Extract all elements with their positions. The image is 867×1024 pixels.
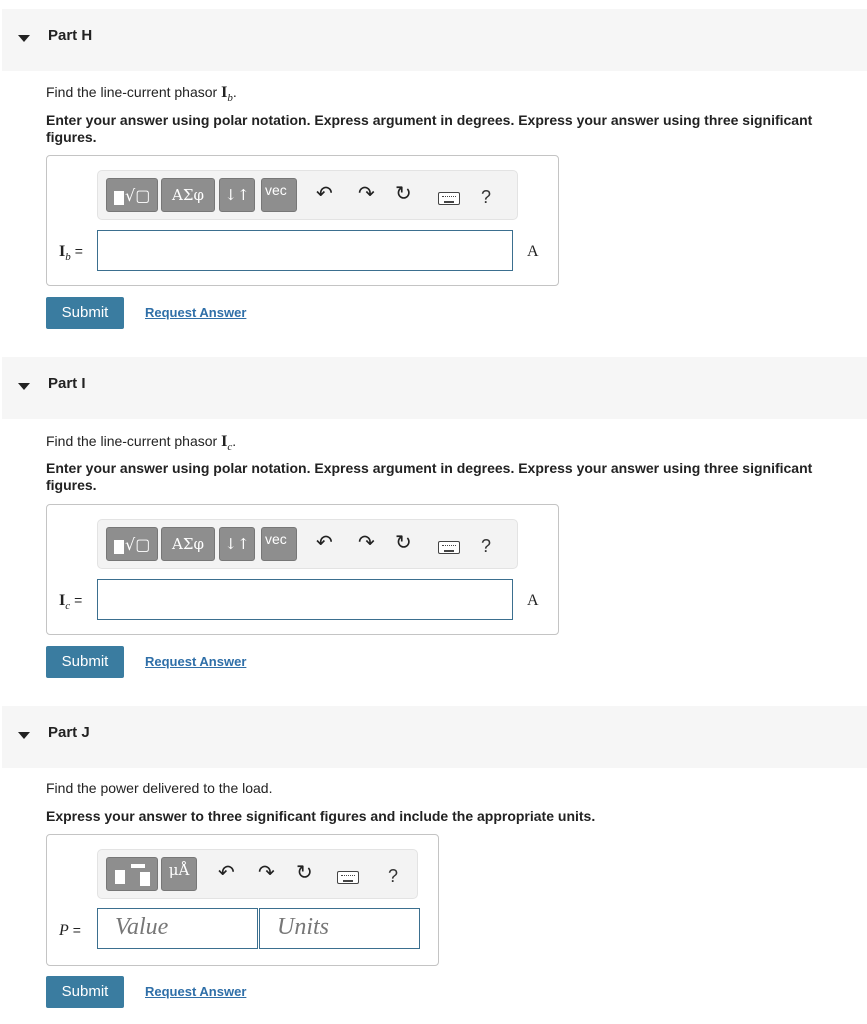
units-input[interactable]: [259, 908, 420, 949]
answer-box: [46, 834, 439, 966]
answer-variable-label: P =: [59, 922, 81, 939]
math-toolbar: [97, 519, 518, 569]
redo-icon[interactable]: ↷: [258, 862, 275, 884]
greek-symbols-button[interactable]: ΑΣφ: [161, 527, 215, 561]
redo-icon[interactable]: ↷: [358, 532, 375, 554]
submit-button[interactable]: Submit: [46, 976, 124, 1008]
part-j-header[interactable]: [2, 706, 867, 768]
reset-icon[interactable]: ↻: [395, 532, 412, 554]
help-icon[interactable]: ?: [481, 536, 492, 556]
question-prompt: Find the line-current phasor $I_c$.: [46, 433, 237, 453]
unit-label: A: [527, 243, 539, 260]
units-button[interactable]: μÅ: [161, 857, 197, 891]
keyboard-icon[interactable]: [438, 541, 460, 554]
caret-down-icon[interactable]: [18, 35, 30, 42]
answer-instructions: Express your answer to three significant figures and include the appropriate units.: [46, 808, 596, 824]
help-icon[interactable]: ?: [388, 866, 399, 886]
subscript-superscript-button[interactable]: ↓↑: [219, 527, 255, 561]
help-icon[interactable]: ?: [481, 187, 492, 207]
templates-button[interactable]: √▢: [106, 178, 158, 212]
undo-icon[interactable]: ↶: [218, 862, 235, 884]
part-title: Part I: [48, 375, 86, 392]
undo-icon[interactable]: ↶: [316, 532, 333, 554]
reset-icon[interactable]: ↻: [395, 183, 412, 205]
question-prompt: Find the power delivered to the load.: [46, 780, 273, 796]
units-placeholder: Units: [277, 914, 330, 940]
value-placeholder: Value: [115, 914, 169, 940]
math-toolbar: [97, 170, 518, 220]
templates-icon: [114, 540, 124, 554]
answer-input[interactable]: [97, 579, 513, 620]
part-i-header[interactable]: [2, 357, 867, 419]
part-title: Part H: [48, 27, 93, 44]
submit-button[interactable]: Submit: [46, 297, 124, 329]
unit-label: A: [527, 592, 539, 609]
answer-instructions: Enter your answer using polar notation. Express argument in degrees. Express your answer using three significant figures.: [46, 112, 813, 145]
reset-icon[interactable]: ↻: [296, 862, 313, 884]
keyboard-icon[interactable]: [438, 192, 460, 205]
submit-button[interactable]: Submit: [46, 646, 124, 678]
caret-down-icon[interactable]: [18, 732, 30, 739]
question-prompt: Find the line-current phasor $I_b$.: [46, 84, 237, 104]
templates-button[interactable]: √▢: [106, 527, 158, 561]
request-answer-link[interactable]: Request Answer: [145, 654, 247, 669]
redo-icon[interactable]: ↷: [358, 183, 375, 205]
math-toolbar: [97, 849, 418, 899]
undo-icon[interactable]: ↶: [316, 183, 333, 205]
caret-down-icon[interactable]: [18, 383, 30, 390]
answer-input[interactable]: [97, 230, 513, 271]
answer-variable-label: $I_c$ =: [59, 592, 83, 613]
vector-button[interactable]: vec: [261, 527, 297, 561]
keyboard-icon[interactable]: [337, 871, 359, 884]
part-title: Part J: [48, 724, 90, 741]
templates-icon: [115, 870, 125, 884]
value-input[interactable]: [97, 908, 258, 949]
answer-variable-label: $I_b$ =: [59, 243, 83, 264]
subscript-superscript-button[interactable]: ↓↑: [219, 178, 255, 212]
answer-box: [46, 504, 559, 635]
answer-instructions: Enter your answer using polar notation. Express argument in degrees. Express your answer using three significant figures.: [46, 460, 813, 493]
part-h-header[interactable]: [2, 9, 867, 71]
templates-icon: [114, 191, 124, 205]
greek-symbols-button[interactable]: ΑΣφ: [161, 178, 215, 212]
vector-button[interactable]: vec: [261, 178, 297, 212]
answer-box: [46, 155, 559, 286]
templates-button[interactable]: [106, 857, 158, 891]
request-answer-link[interactable]: Request Answer: [145, 305, 247, 320]
request-answer-link[interactable]: Request Answer: [145, 984, 247, 999]
